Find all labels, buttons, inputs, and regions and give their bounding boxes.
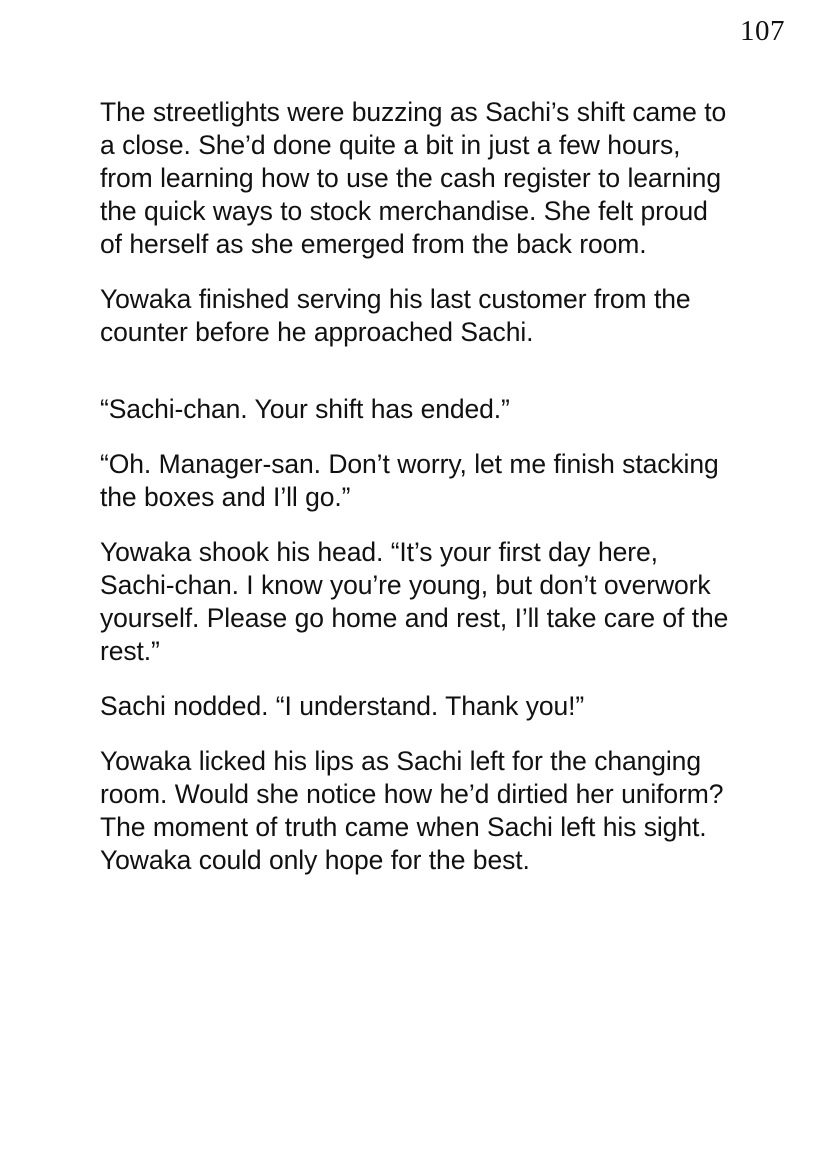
page-number: 107 <box>740 15 785 47</box>
paragraph: “Sachi-chan. Your shift has ended.” <box>100 394 510 424</box>
paragraph: The streetlights were buzzing as Sachi’s shift came to a close. She’d done quite a bit in just a few hours, from learning how to use the cash register to learning the quick ways to stock merchandise. She felt proud of herself as she emerged from the back room. <box>100 97 727 259</box>
paragraph: “Oh. Manager-san. Don’t worry, let me finish stacking the boxes and I’ll go.” <box>100 449 719 512</box>
paragraph: Yowaka licked his lips as Sachi left for the changing room. Would she notice how he’d dirtied her uniform? The moment of truth came when Sachi left his sight. Yowaka could only hope for the best. <box>100 746 724 875</box>
paragraph: Sachi nodded. “I understand. Thank you!” <box>100 691 585 721</box>
paragraph: Yowaka finished serving his last customer from the counter before he approached Sachi. <box>100 284 691 347</box>
paragraph: Yowaka shook his head. “It’s your first day here, Sachi-chan. I know you’re young, but don’t overwork yourself. Please go home and rest, I’ll take care of the rest.” <box>100 537 729 666</box>
page-body-text <box>100 96 730 877</box>
